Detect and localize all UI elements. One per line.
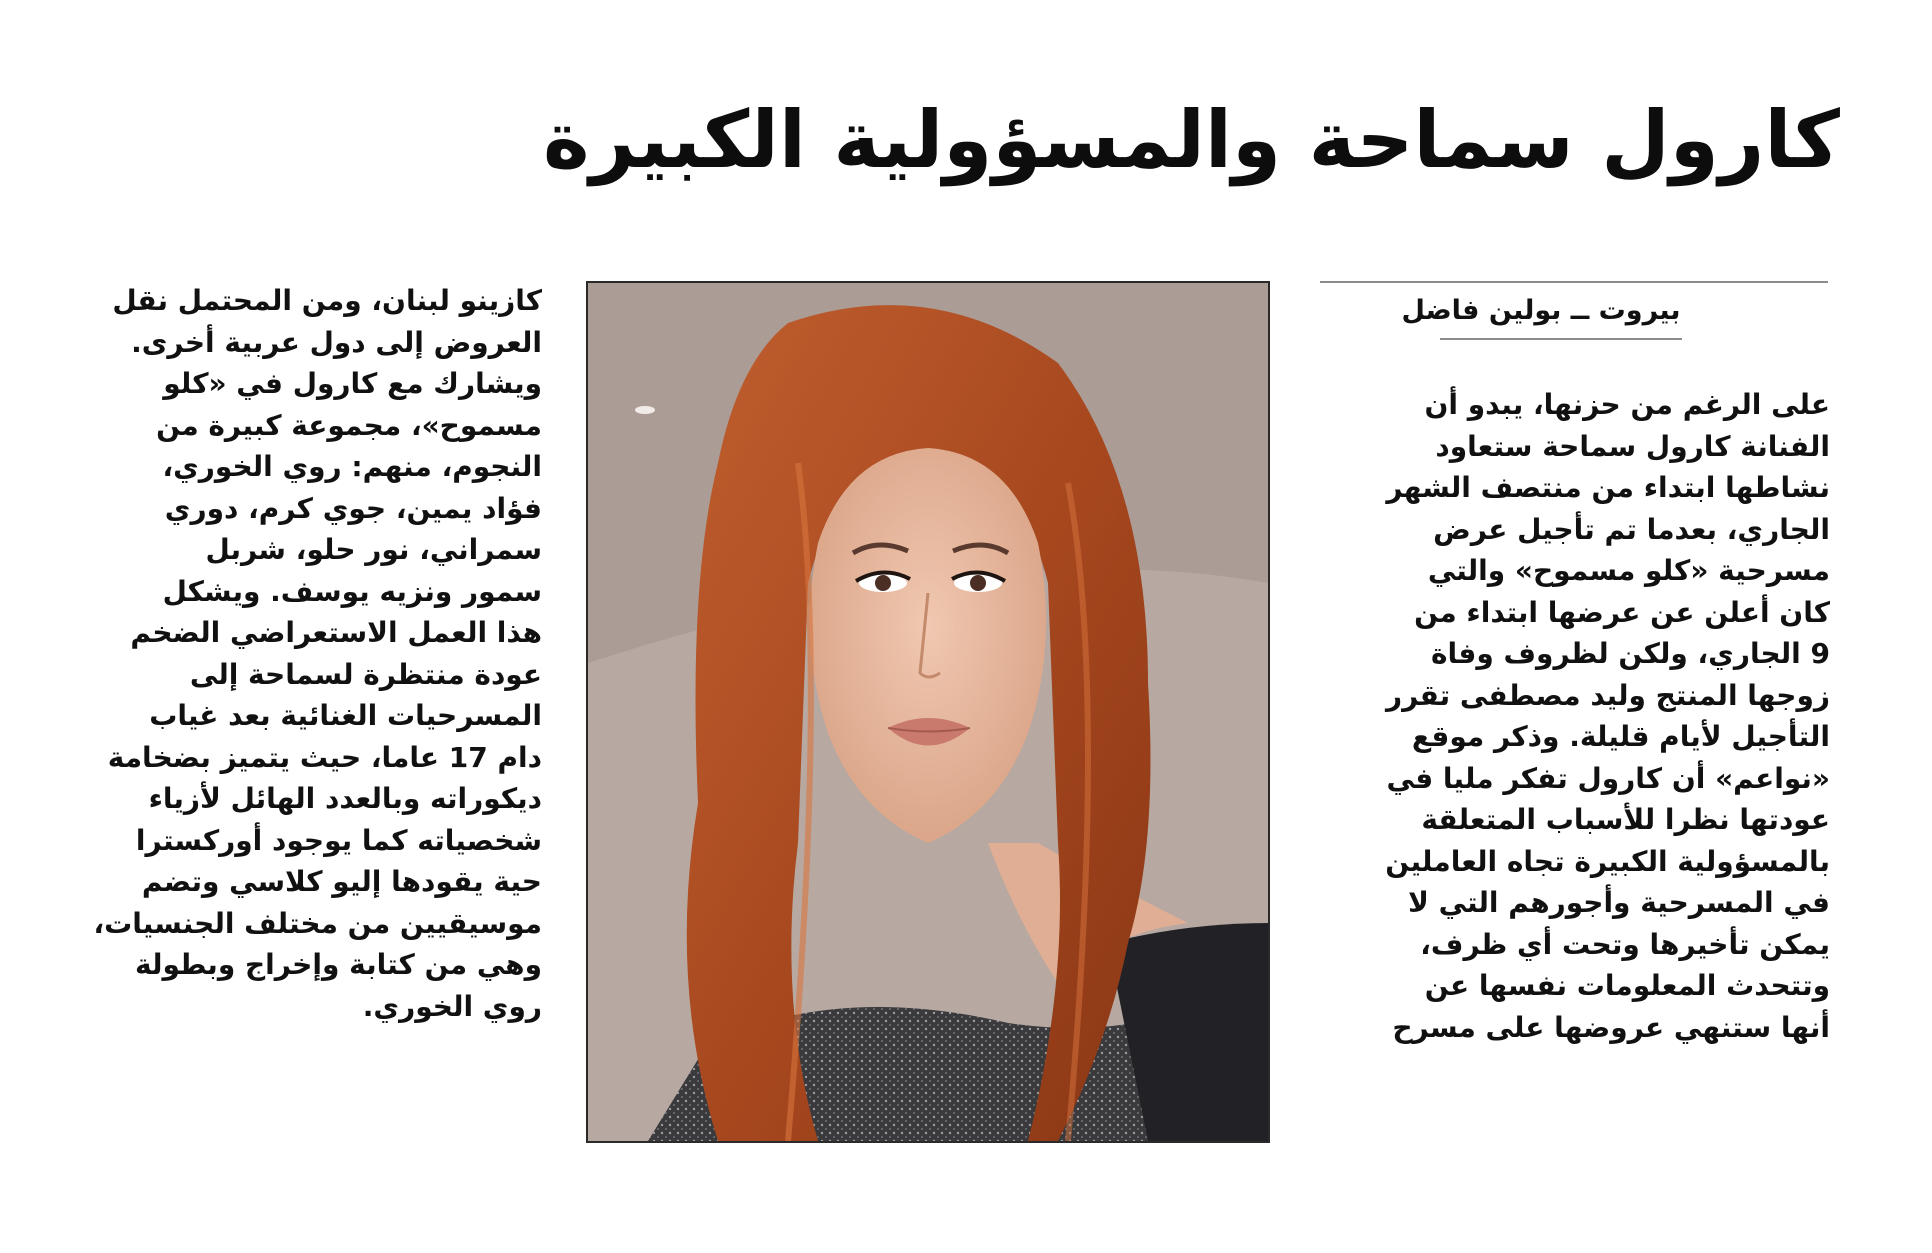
article-line: سمراني، نور حلو، شربل (205, 533, 542, 566)
byline: بيروت ــ بولين فاضل (1401, 295, 1681, 326)
portrait-illustration (588, 283, 1268, 1141)
article-line: شخصياته كما يوجود أوركسترا (135, 823, 542, 857)
article-line: ويشارك مع كارول في «كلو (163, 367, 542, 400)
article-line: يمكن تأخيرها وتحت أي ظرف، (1420, 927, 1830, 961)
article-line: حية يقودها إليو كلاسي وتضم (141, 865, 542, 898)
article-line: مسموح»، مجموعة كبيرة من (156, 408, 542, 442)
article-line: العروض إلى دول عربية أخرى. (131, 325, 542, 359)
article-line: سمور ونزيه يوسف. ويشكل (162, 574, 542, 608)
light-spot (635, 406, 655, 414)
article-line: عودة منتظرة لسماحة إلى (189, 657, 542, 691)
headline: كارول سماحة والمسؤولية الكبيرة (542, 94, 1840, 186)
article-line: المسرحيات الغنائية بعد غياب (149, 699, 542, 732)
article-line: الجاري، بعدما تم تأجيل عرض (1433, 512, 1830, 546)
article-line: فؤاد يمين، جوي كرم، دوري (164, 491, 542, 525)
article-line: التأجيل لأيام قليلة. وذكر موقع (1411, 720, 1830, 753)
article-line: دام 17 عاما، حيث يتميز بضخامة (107, 740, 542, 774)
article-line: روي الخوري. (362, 989, 542, 1023)
article-line: وهي من كتابة وإخراج وبطولة (134, 948, 542, 981)
article-line: كازينو لبنان، ومن المحتمل نقل (112, 284, 542, 317)
article-line: زوجها المنتج وليد مصطفى تقرر (1385, 678, 1830, 712)
article-line: بالمسؤولية الكبيرة تجاه العاملين (1385, 844, 1830, 878)
article-line: ديكوراته وبالعدد الهائل لأزياء (148, 782, 542, 815)
article-line: على الرغم من حزنها، يبدو أن (1424, 388, 1830, 421)
article-line: عودتها نظرا للأسباب المتعلقة (1421, 803, 1830, 836)
article-column-left (26, 280, 542, 1027)
article-line: النجوم، منهم: روي الخوري، (162, 450, 542, 483)
article-line: «نواعم» أن كارول تفكر مليا في (1386, 761, 1830, 795)
article-photo (586, 281, 1270, 1143)
article-line: أنها ستنهي عروضها على مسرح (1392, 1010, 1830, 1044)
article-line: الفنانة كارول سماحة ستعاود (1435, 429, 1830, 463)
article-line: هذا العمل الاستعراضي الضخم (130, 616, 542, 649)
article-line: كان أعلن عن عرضها ابتداء من (1414, 595, 1830, 629)
byline-underline (1440, 338, 1682, 340)
article-line: في المسرحية وأجورهم التي لا (1408, 886, 1830, 919)
article-line: 9 الجاري، ولكن لظروف وفاة (1430, 637, 1830, 670)
article-line: وتتحدث المعلومات نفسها عن (1424, 969, 1830, 1002)
article-column-right (1318, 384, 1830, 1048)
article-line: مسرحية «كلو مسموح» والتي (1427, 554, 1830, 587)
article-line: موسيقيين من مختلف الجنسيات، (93, 906, 542, 940)
article-line: نشاطها ابتداء من منتصف الشهر (1386, 471, 1830, 504)
column-top-rule (1320, 281, 1828, 283)
